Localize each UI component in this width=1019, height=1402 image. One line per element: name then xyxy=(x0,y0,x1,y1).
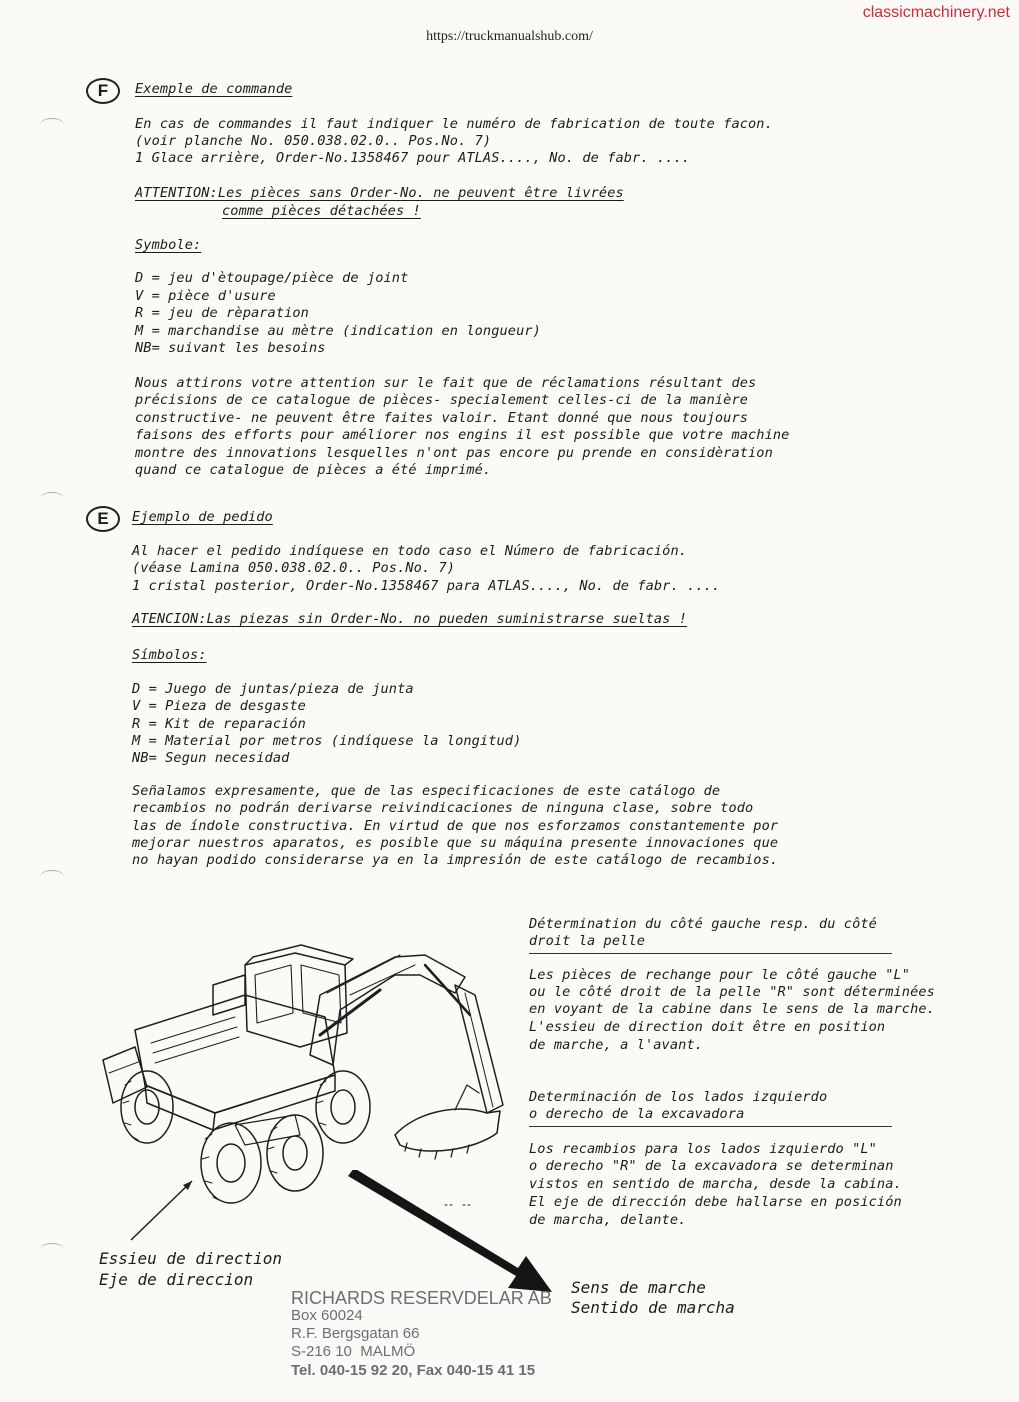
punch-hole xyxy=(40,870,64,883)
side-body-line: ou le côté droit de la pelle "R" sont déterminées xyxy=(529,984,935,1000)
disclaimer-line: constructive- ne peuvent être faites valoir. Etant donné que nous toujours xyxy=(135,410,749,426)
symbols-title: Símbolos: xyxy=(132,647,207,663)
symbol-item: V = pièce d'usure xyxy=(135,288,276,304)
side-body-line: Les pièces de rechange pour le côté gauche "L" xyxy=(529,967,911,983)
side-body-line: L'essieu de direction doit être en position xyxy=(529,1019,886,1035)
symbols-title: Symbole: xyxy=(135,237,202,253)
dealer-address-line: S-216 10 MALMÖ xyxy=(291,1343,416,1360)
disclaimer-line: précisions de ce catalogue de pièces- specialement celles-ci de la manière xyxy=(135,392,749,408)
disclaimer-line: no hayan podido considerarse ya en la impresión de este catálogo de recambios. xyxy=(132,852,779,868)
side-title-line: Determinación de los lados izquierdo xyxy=(529,1089,828,1105)
order-intro-line: En cas de commandes il faut indiquer le numéro de fabrication de toute facon. xyxy=(135,116,773,132)
language-badge-fr: F xyxy=(86,78,120,104)
language-badge-es: E xyxy=(86,506,120,532)
axle-label: Essieu de direction xyxy=(99,1249,283,1268)
disclaimer-line: mejorar nuestros aparatos, es posible que su máquina presente innovaciones que xyxy=(132,835,779,851)
attention-notice: ATTENTION:Les pièces sans Order-No. ne peuvent être livrées xyxy=(135,185,624,201)
order-intro-line: (voir planche No. 050.038.02.0.. Pos.No. 7) xyxy=(135,133,492,149)
disclaimer-line: recambios no podrán derivarse reivindicaciones de ninguna clase, sobre todo xyxy=(132,800,754,816)
source-url: https://truckmanualshub.com/ xyxy=(426,29,593,44)
side-body-line: en voyant de la cabine dans le sens de la marche. xyxy=(529,1001,935,1017)
side-body-line: de marcha, delante. xyxy=(529,1212,687,1228)
dealer-address-line: Box 60024 xyxy=(291,1307,363,1324)
dealer-address-line: R.F. Bergsgatan 66 xyxy=(291,1325,420,1342)
disclaimer-line: Señalamos expresamente, que de las especificaciones de este catálogo de xyxy=(132,783,721,799)
side-body-line: Los recambios para los lados izquierdo "L" xyxy=(529,1141,877,1157)
side-title-line: Détermination du côté gauche resp. du côté xyxy=(529,916,877,932)
section-heading: Ejemplo de pedido xyxy=(132,509,273,525)
direction-label: Sentido de marcha xyxy=(571,1298,735,1317)
disclaimer-line: faisons des efforts pour améliorer nos engins il est possible que votre machine xyxy=(135,427,790,443)
divider xyxy=(529,953,892,954)
axle-pointer-line xyxy=(131,1181,192,1240)
side-body-line: vistos en sentido de marcha, desde la cabina. xyxy=(529,1176,902,1192)
axle-label: Eje de direccion xyxy=(99,1270,254,1289)
dealer-phone: Tel. 040-15 92 20, Fax 040-15 41 15 xyxy=(291,1362,536,1379)
symbol-item: V = Pieza de desgaste xyxy=(132,698,306,714)
watermark[interactable]: classicmachinery.net xyxy=(862,4,1010,21)
symbol-item: NB= suivant les besoins xyxy=(135,340,326,356)
attention-notice: ATENCION:Las piezas sin Order-No. no pueden suministrarse sueltas ! xyxy=(132,611,688,627)
disclaimer-line: Nous attirons votre attention sur le fait que de réclamations résultant des xyxy=(135,375,757,391)
symbol-item: D = Juego de juntas/pieza de junta xyxy=(132,681,414,697)
symbol-item: M = Material por metros (indíquese la longitud) xyxy=(132,733,522,749)
symbol-item: NB= Segun necesidad xyxy=(132,750,290,766)
punch-hole xyxy=(40,1243,64,1256)
side-title-line: droit la pelle xyxy=(529,933,645,949)
punch-hole xyxy=(40,492,64,505)
symbol-item: D = jeu d'ètoupage/pièce de joint xyxy=(135,270,409,286)
side-title-line: o derecho de la excavadora xyxy=(529,1106,745,1122)
disclaimer-line: montre des innovations lesquelles n'ont pas encore pu prende en considèration xyxy=(135,445,773,461)
direction-label: Sens de marche xyxy=(571,1278,706,1297)
order-intro-line: 1 Glace arrière, Order-No.1358467 pour ATLAS...., No. de fabr. .... xyxy=(135,150,691,166)
side-body-line: de marche, a l'avant. xyxy=(529,1037,703,1053)
symbol-item: R = jeu de rèparation xyxy=(135,305,309,321)
section-heading: Exemple de commande xyxy=(135,81,293,97)
divider xyxy=(529,1126,892,1127)
punch-hole xyxy=(40,118,64,131)
order-intro-line: Al hacer el pedido indíquese en todo caso el Número de fabricación. xyxy=(132,543,688,559)
attention-notice: comme pièces détachées ! xyxy=(222,203,421,219)
symbol-item: R = Kit de reparación xyxy=(132,716,306,732)
side-body-line: El eje de dirección debe hallarse en posición xyxy=(529,1194,902,1210)
dealer-name: RICHARDS RESERVDELAR AB xyxy=(291,1288,552,1308)
disclaimer-line: quand ce catalogue de pièces a été imprimé. xyxy=(135,462,492,478)
symbol-item: M = marchandise au mètre (indication en longueur) xyxy=(135,323,541,339)
order-intro-line: 1 cristal posterior, Order-No.1358467 para ATLAS...., No. de fabr. .... xyxy=(132,578,721,594)
side-body-line: o derecho "R" de la excavadora se determinan xyxy=(529,1158,894,1174)
order-intro-line: (véase Lamina 050.038.02.0.. Pos.No. 7) xyxy=(132,560,456,576)
disclaimer-line: las de índole constructiva. En virtud de que nos esforzamos constantemente por xyxy=(132,818,779,834)
